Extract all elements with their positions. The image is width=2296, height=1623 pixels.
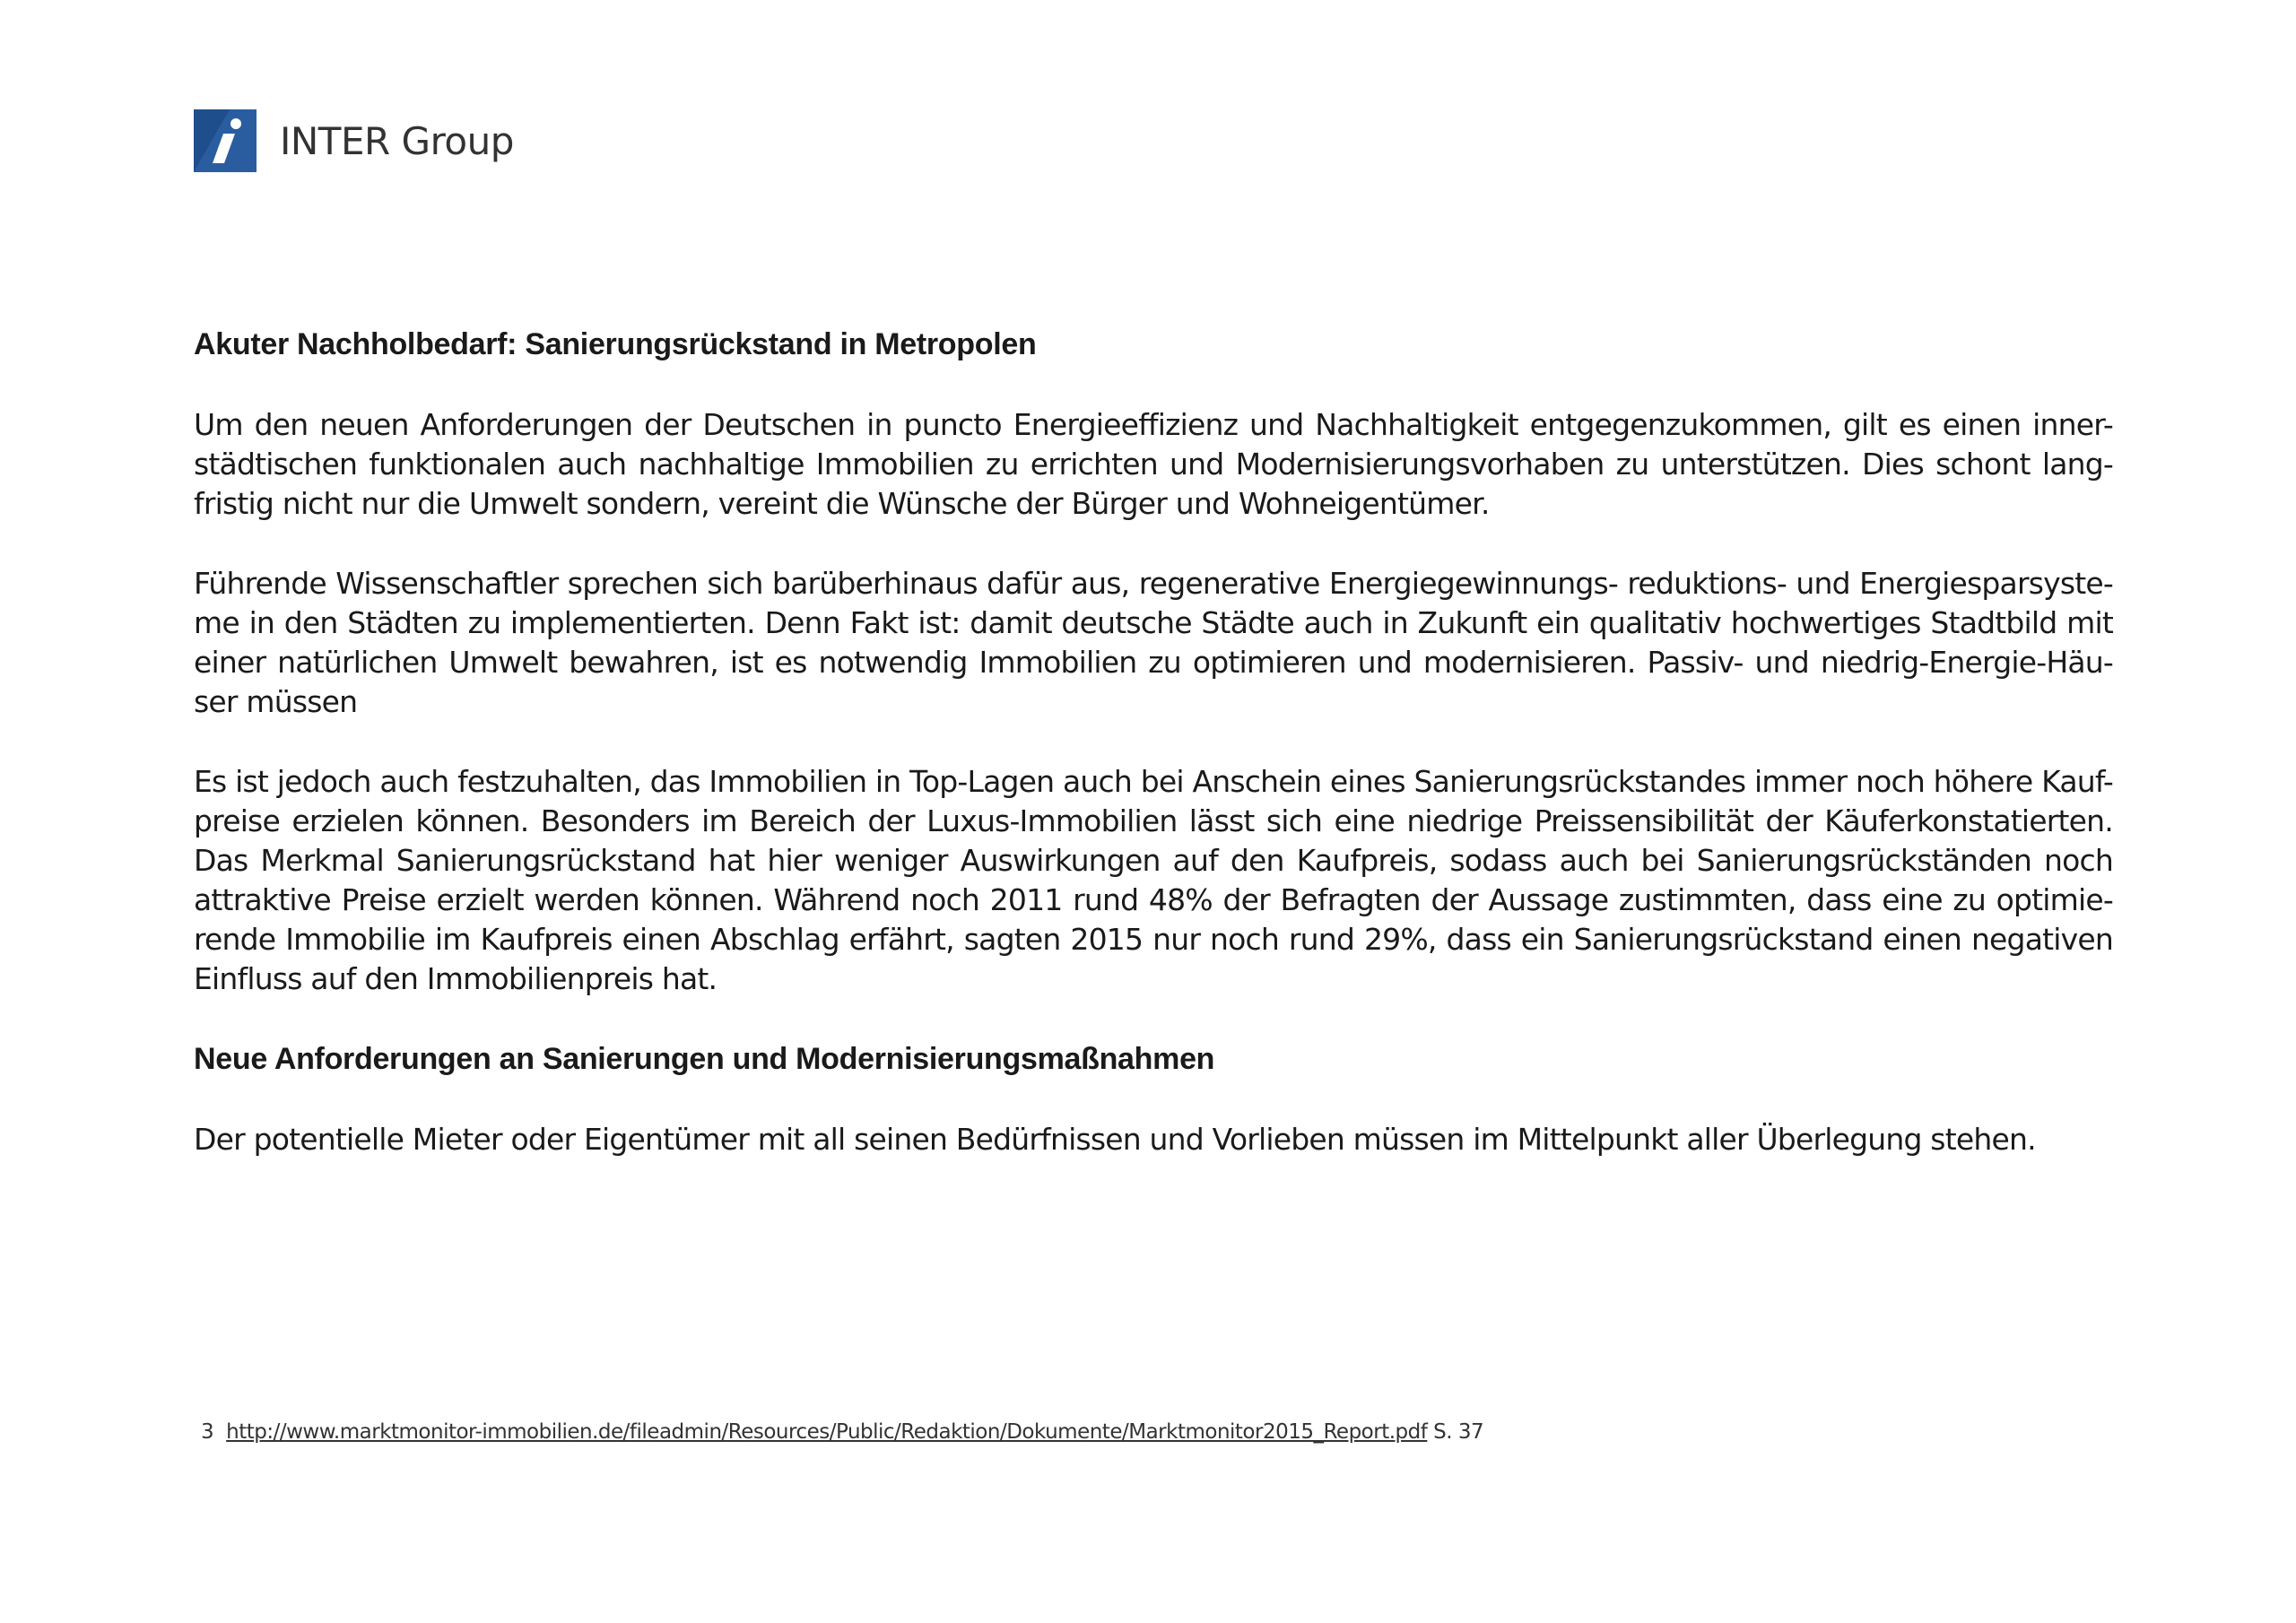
paragraph-wissenschaftler: Führende Wissenschaftler sprechen sich barüberhinaus dafür aus, regenerative Energiegewinnungs- reduktions- und Energiesparsyste-me in den Städten zu implementierten. Denn Fakt ist: damit deutsche Städte auch in Zukunft ein qualitativ hochwertiges Stadtbild mit einer natürlichen Umwelt bewahren, ist es notwendig Immobilien zu optimieren und modernisieren. Passiv- und niedrig-Energie-Häu-ser müssen bbox=[194, 566, 2113, 719]
company-name: INTER Group bbox=[280, 118, 514, 163]
section-heading-sanierungsrueckstand: Akuter Nachholbedarf: Sanierungsrückstand in Metropolen bbox=[194, 327, 1037, 361]
document-body bbox=[194, 325, 2113, 1159]
paragraph-energieeffizienz: Um den neuen Anforderungen der Deutschen in puncto Energieeffizienz und Nachhaltigkeit entgegenzukommen, gilt es einen inner-städtischen funktionalen auch nachhaltige Immobilien zu errichten und Modernisierungsvorhaben zu unterstützen. Dies schont lang-fristig nicht nur die Umwelt sondern, vereint die Wünsche der Bürger und Wohneigentümer. bbox=[194, 407, 2113, 521]
company-logo bbox=[194, 109, 514, 172]
footnote bbox=[201, 1420, 1483, 1444]
inter-group-i-icon bbox=[194, 109, 257, 172]
footnote-page-ref: S. 37 bbox=[1433, 1420, 1484, 1444]
footnote-source-link[interactable]: http://www.marktmonitor-immobilien.de/fileadmin/Resources/Public/Redaktion/Dokumente/Marktmonitor2015_Report.pdf bbox=[226, 1420, 1428, 1444]
footnote-number: 3 bbox=[201, 1420, 214, 1444]
section-heading-modernisierung: Neue Anforderungen an Sanierungen und Modernisierungsmaßnahmen bbox=[194, 1042, 1215, 1076]
paragraph-top-lagen: Es ist jedoch auch festzuhalten, das Immobilien in Top-Lagen auch bei Anschein eines Sanierungsrückstandes immer noch höhere Kauf-preise erzielen können. Besonders im Bereich der Luxus-Immobilien lässt sich eine niedrige Preissensibilität der Käuferkonstatierten. Das Merkmal Sanierungsrückstand hat hier weniger Auswirkungen auf den Kaufpreis, sodass auch bei Sanierungsrückständen noch attraktive Preise erzielt werden können. Während noch 2011 rund 48% der Befragten der Aussage zustimmten, dass eine zu optimie-rende Immobilie im Kaufpreis einen Abschlag erfährt, sagten 2015 nur noch rund 29%, dass ein Sanierungsrückstand einen negativen Einfluss auf den Immobilienpreis hat. bbox=[194, 764, 2113, 996]
paragraph-mieter-eigentuemer: Der potentielle Mieter oder Eigentümer mit all seinen Bedürfnissen und Vorlieben müssen im Mittelpunkt aller Überlegung stehen. bbox=[194, 1122, 2036, 1157]
